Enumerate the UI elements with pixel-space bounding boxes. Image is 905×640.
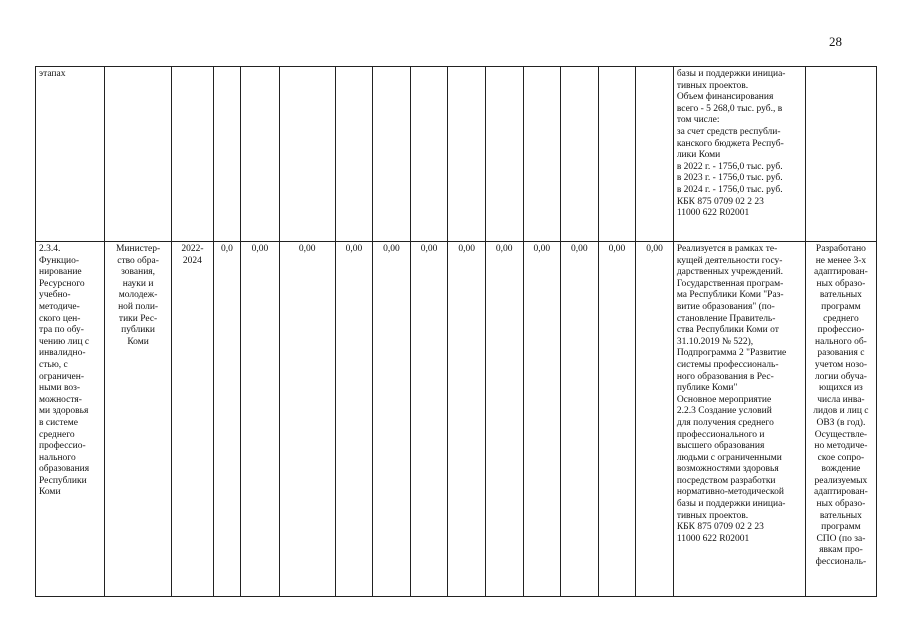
value-cell: [523, 67, 561, 242]
value-cell: 0,00: [561, 242, 599, 597]
value-cell: 0,00: [485, 242, 523, 597]
executor-cell: [105, 67, 172, 242]
measure-name-cell: 2.3.4. Функцио- нирование Ресурсного учебно- методиче- ского цен- тра по обу- чению лиц с инвалидно- стью, с ограничен- ными воз- можностя- ми здоровья в системе среднего профессио- нального образования Республики Коми: [36, 242, 105, 597]
value-cell: [410, 67, 448, 242]
table-row: [36, 242, 877, 597]
executor-cell: Министер- ство обра- зования, науки и молодеж- ной поли- тики Рес- публики Коми: [105, 242, 172, 597]
value-cell: 0,00: [410, 242, 448, 597]
result-cell: Разработано не менее 3-х адаптирован- ных образо- вательных программ среднего профессио- нального об- разования с учетом нозо- логии обуча- ющихся из числа инва- лидов и лиц с ОВЗ (в год). Осуществле- но методиче- ское сопро- вождение реализуемых адаптирован- ных образо- вательных программ СПО (по за- явкам про- фессиональ-: [805, 242, 876, 597]
period-cell: [172, 67, 214, 242]
value-cell: [448, 67, 486, 242]
value-cell: 0,00: [373, 242, 411, 597]
value-cell: [241, 67, 280, 242]
value-cell: 0,00: [598, 242, 636, 597]
page-number: 28: [829, 34, 842, 49]
value-cell: 0,00: [636, 242, 674, 597]
document-table: [35, 66, 877, 597]
value-cell: [373, 67, 411, 242]
period-cell: 2022- 2024: [172, 242, 214, 597]
value-cell: [335, 67, 373, 242]
table-row: [36, 67, 877, 242]
value-cell: 0,00: [335, 242, 373, 597]
value-cell: [636, 67, 674, 242]
value-cell: [279, 67, 335, 242]
value-cell: [485, 67, 523, 242]
value-cell: [213, 67, 240, 242]
description-cell: Реализуется в рамках те- кущей деятельности госу- дарственных учреждений. Государственная програм- ма Республики Коми "Раз- витие образования" (по- становление Правитель- ства Республики Коми от 31.10.2019 № 522), Подпрограмма 2 "Развитие системы профессиональ- ного образования в Рес- публике Коми" Основное мероприятие 2.2.3 Создание условий для получения среднего профессионального и высшего образования людьми с ограниченными возможностями здоровья посредством разработки нормативно-методической базы и поддержки инициа- тивных проектов. КБК 875 0709 02 2 23 11000 622 R02001: [673, 242, 805, 597]
value-cell: [561, 67, 599, 242]
value-cell: 0,00: [241, 242, 280, 597]
value-cell: 0,00: [448, 242, 486, 597]
value-cell: 0,00: [523, 242, 561, 597]
value-cell: 0,0: [213, 242, 240, 597]
value-cell: 0,00: [279, 242, 335, 597]
measure-name-cell: этапах: [36, 67, 105, 242]
result-cell: [805, 67, 876, 242]
value-cell: [598, 67, 636, 242]
description-cell: базы и поддержки инициа- тивных проектов. Объем финансирования всего - 5 268,0 тыс. руб., в том числе: за счет средств республи- канского бюджета Респуб- лики Коми в 2022 г. - 1756,0 тыс. руб. в 2023 г. - 1756,0 тыс. руб. в 2024 г. - 1756,0 тыс. руб. КБК 875 0709 02 2 23 11000 622 R02001: [673, 67, 805, 242]
